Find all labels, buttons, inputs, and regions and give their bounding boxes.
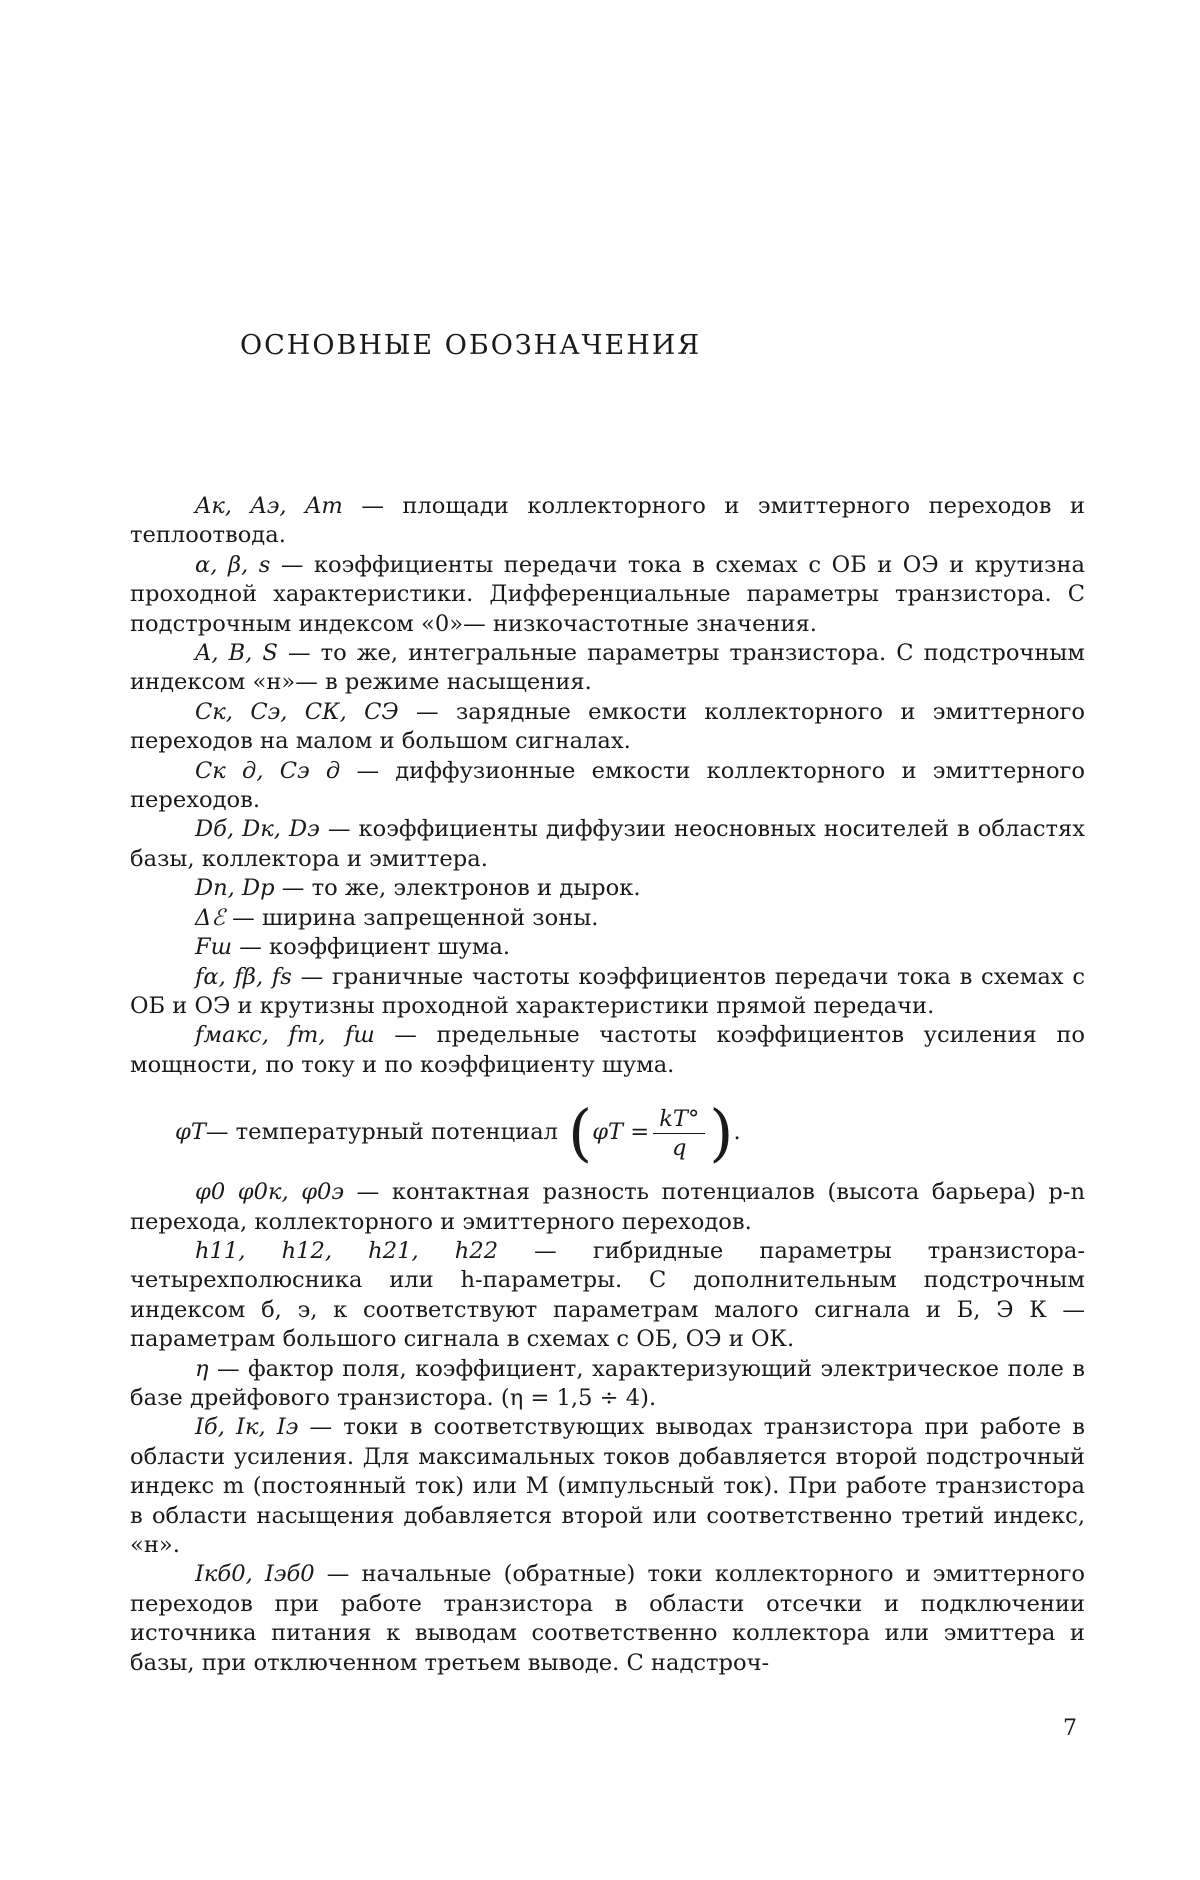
- notation-symbol: Cк, Cэ, CК, CЭ: [195, 699, 399, 725]
- notation-description: — коэффициенты диффузии неосновных носителей в областях базы, коллектора и эмиттера.: [130, 816, 1085, 871]
- notation-entry: [130, 1560, 1085, 1678]
- notation-symbol: fмакс, fт, fш: [195, 1022, 375, 1048]
- notation-entry: [130, 1355, 1085, 1414]
- left-paren: (: [568, 1102, 592, 1164]
- formula-lhs: φT =: [592, 1118, 649, 1147]
- notation-entry: [130, 1021, 1085, 1080]
- notation-entry: [130, 492, 1085, 551]
- notation-symbol: Fш: [195, 934, 232, 960]
- notation-symbol: Δℰ: [195, 905, 225, 931]
- notation-symbol: φ0 φ0к, φ0э: [195, 1179, 344, 1205]
- notation-description: — ширина запрещенной зоны.: [225, 905, 598, 931]
- notation-symbol: φT: [175, 1118, 206, 1147]
- notation-entry: [130, 933, 1085, 962]
- formula-entry: [130, 1102, 1085, 1164]
- notation-symbol: Aк, Aэ, Aт: [195, 493, 343, 519]
- fraction-numerator: kT°: [653, 1105, 705, 1134]
- page-title: ОСНОВНЫЕ ОБОЗНАЧЕНИЯ: [240, 330, 701, 361]
- notation-symbol: A, B, S: [195, 640, 278, 666]
- notation-entry: [130, 1237, 1085, 1355]
- notation-symbol: Cк д, Cэ д: [195, 758, 340, 784]
- notation-description: — то же, интегральные параметры транзистора. С подстрочным индексом «н»— в режиме насыщения.: [130, 640, 1085, 695]
- notation-description: — диффузионные емкости коллекторного и эмиттерного переходов.: [130, 758, 1085, 813]
- notation-entry: [130, 698, 1085, 757]
- notation-symbol: Iб, Iк, Iэ: [195, 1414, 298, 1440]
- notation-description: — начальные (обратные) токи коллекторного и эмиттерного переходов при работе транзистора в области отсечки и подключении источника питания к выводам соответственно коллектора или эмиттера и базы, при отключенном третьем выводе. С надстроч-: [130, 1561, 1085, 1675]
- notation-entry: [130, 874, 1085, 903]
- notation-description: — коэффициент шума.: [232, 934, 510, 960]
- notation-symbol: Iкб0, Iэб0: [195, 1561, 315, 1587]
- notation-symbol: α, β, s: [195, 552, 270, 578]
- thermal-potential-formula: [568, 1102, 741, 1164]
- notation-entry: [130, 551, 1085, 639]
- notation-description: — граничные частоты коэффициентов передачи тока в схемах с ОБ и ОЭ и крутизны проходной характеристики прямой передачи.: [130, 964, 1085, 1019]
- notation-entry: [130, 757, 1085, 816]
- notation-symbol: h11, h12, h21, h22: [195, 1238, 498, 1264]
- notation-entry: [130, 1413, 1085, 1560]
- notation-description: — площади коллекторного и эмиттерного переходов и теплоотвода.: [130, 493, 1085, 548]
- notation-description: — то же, электронов и дырок.: [275, 875, 641, 901]
- notation-description: — фактор поля, коэффициент, характеризующий электрическое поле в базе дрейфового транзистора. (η = 1,5 ÷ 4).: [130, 1356, 1085, 1411]
- notation-entry: [130, 963, 1085, 1022]
- notation-description: — токи в соответствующих выводах транзистора при работе в области усиления. Для максимальных токов добавляется второй подстрочный индекс m (постоянный ток) или M (импульсный ток). При работе транзистора в области насыщения добавляется второй или соответственно третий индекс, «н».: [130, 1414, 1085, 1558]
- notation-entry: [130, 639, 1085, 698]
- notation-entry: [130, 815, 1085, 874]
- notation-description: — зарядные емкости коллекторного и эмиттерного переходов на малом и большом сигналах.: [130, 699, 1085, 754]
- notation-description: — контактная разность потенциалов (высота барьера) p-n перехода, коллекторного и эмиттерного переходов.: [130, 1179, 1085, 1234]
- notation-symbol: Dб, Dк, Dэ: [195, 816, 320, 842]
- fraction-denominator: q: [672, 1134, 686, 1162]
- notation-description: — предельные частоты коэффициентов усиления по мощности, по току и по коэффициенту шума.: [130, 1022, 1085, 1077]
- notation-entry: [130, 1178, 1085, 1237]
- fraction: [653, 1105, 705, 1162]
- formula-trail: .: [734, 1118, 741, 1147]
- page-number: 7: [1063, 1716, 1077, 1741]
- notation-symbol: η: [195, 1356, 209, 1382]
- right-paren: ): [709, 1102, 733, 1164]
- notation-description: — температурный потенциал: [206, 1118, 558, 1147]
- notation-description: — гибридные параметры транзистора-четырехполюсника или h-параметры. С дополнительным подстрочным индексом б, э, к соответствуют параметрам малого сигнала и Б, Э К — параметрам большого сигнала в схемах с ОБ, ОЭ и ОК.: [130, 1238, 1085, 1352]
- book-page: [130, 0, 1085, 1880]
- notation-list: [130, 492, 1085, 1678]
- notation-symbol: Dn, Dp: [195, 875, 275, 901]
- notation-symbol: fα, fβ, fs: [195, 964, 292, 990]
- notation-entry: [130, 904, 1085, 933]
- notation-description: — коэффициенты передачи тока в схемах с ОБ и ОЭ и крутизна проходной характеристики. Дифференциальные параметры транзистора. С подстрочным индексом «0»— низкочастотные значения.: [130, 552, 1085, 637]
